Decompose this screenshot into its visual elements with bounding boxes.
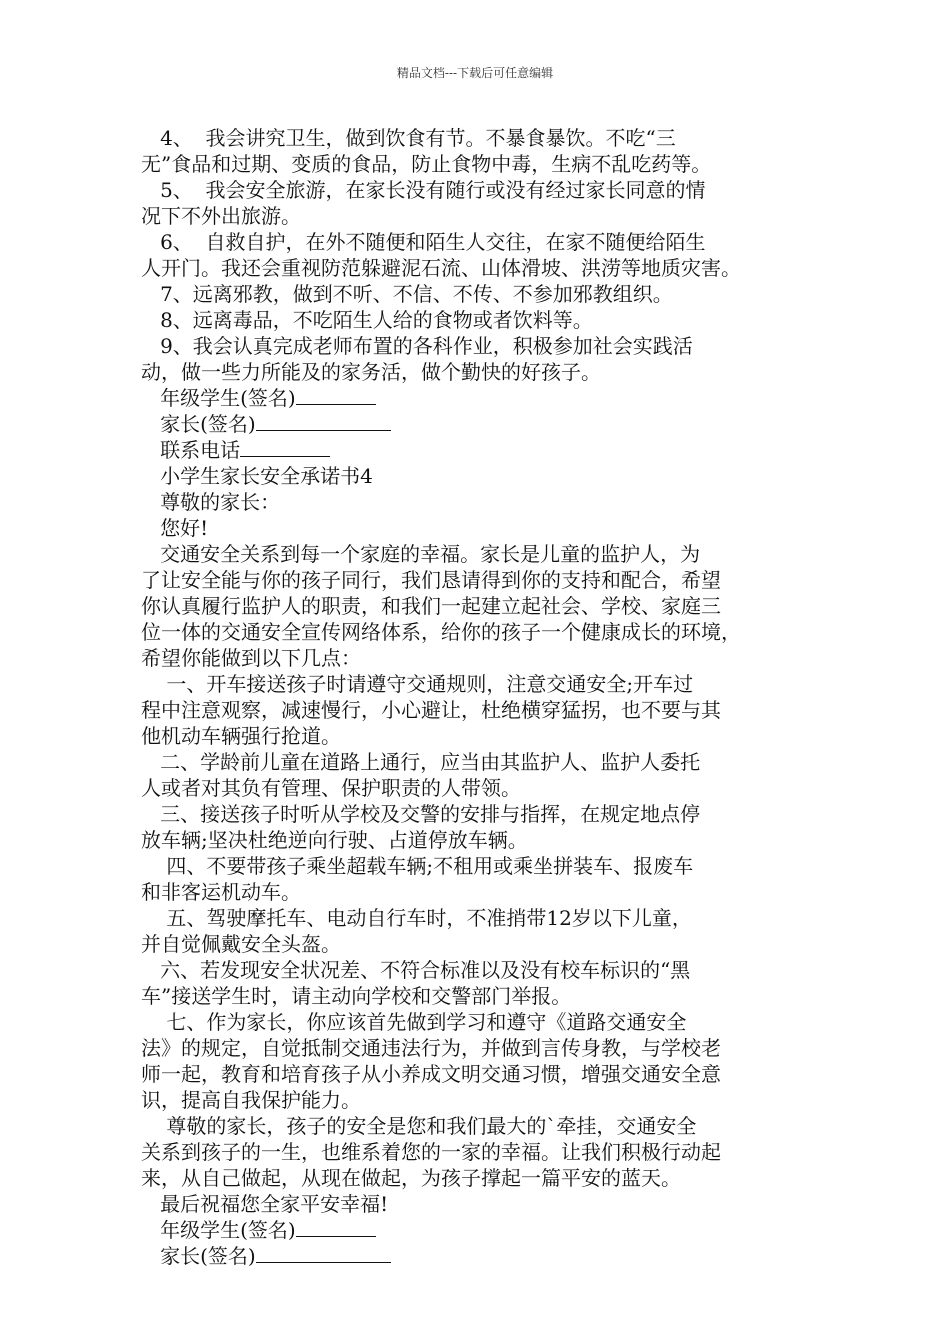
parent-signature-label: 家长(签名) [141,412,256,436]
parent-signature-blank[interactable] [256,1244,391,1263]
text-line: 位一体的交通安全宣传网络体系，给你的孩子一个健康成长的环境， [141,620,741,644]
section-title: 小学生家长安全承诺书4 [141,464,373,488]
text-line: 车”接送学生时，请主动向学校和交警部门举报。 [141,984,572,1008]
text-line: 4、 我会讲究卫生，做到饮食有节。不暴食暴饮。不吃“三 [141,126,676,150]
text-line: 放车辆;坚决杜绝逆向行驶、占道停放车辆。 [141,828,528,852]
text-line: 动，做一些力所能及的家务活，做个勤快的好孩子。 [141,360,601,384]
student-signature-label: 年级学生(签名) [141,1218,296,1242]
text-line: 程中注意观察，减速慢行，小心避让，杜绝横穿猛拐，也不要与其 [141,698,721,722]
text-line: 四、不要带孩子乘坐超载车辆;不租用或乘坐拼装车、报废车 [141,854,694,878]
text-line: 尊敬的家长，孩子的安全是您和我们最大的`牵挂，交通安全 [141,1114,697,1138]
text-line: 七、作为家长，你应该首先做到学习和遵守《道路交通安全 [141,1010,687,1034]
student-signature-line-2 [141,1217,811,1243]
text-line: 和非客运机动车。 [141,880,301,904]
text-line: 师一起，教育和培育孩子从小养成文明交通习惯，增强交通安全意 [141,1062,721,1086]
salutation: 尊敬的家长： [141,490,281,514]
parent-signature-line [141,411,811,437]
text-line: 9、我会认真完成老师布置的各科作业，积极参加社会实践活 [141,334,693,358]
greeting: 您好! [141,516,209,540]
closing-wish: 最后祝福您全家平安幸福! [141,1192,389,1216]
text-line: 法》的规定，自觉抵制交通违法行为，并做到言传身教，与学校老 [141,1036,721,1060]
text-line: 6、 自救自护，在外不随便和陌生人交往，在家不随便给陌生 [141,230,706,254]
text-line: 一、开车接送孩子时请遵守交通规则，注意交通安全;开车过 [141,672,694,696]
text-line: 况下不外出旅游。 [141,204,301,228]
text-line: 5、 我会安全旅游，在家长没有随行或没有经过家长同意的情 [141,178,706,202]
text-line: 三、接送孩子时听从学校及交警的安排与指挥，在规定地点停 [141,802,701,826]
text-line: 希望你能做到以下几点： [141,646,361,670]
parent-signature-line-2 [141,1243,811,1269]
parent-signature-label: 家长(签名) [141,1244,256,1268]
text-line: 人或者对其负有管理、保护职责的人带领。 [141,776,521,800]
text-line: 识，提高自我保护能力。 [141,1088,361,1112]
text-line: 关系到孩子的一生，也维系着您的一家的幸福。让我们积极行动起 [141,1140,721,1164]
text-line: 他机动车辆强行抢道。 [141,724,341,748]
text-line: 无”食品和过期、变质的食品，防止食物中毒，生病不乱吃药等。 [141,152,712,176]
document-body [141,125,811,1269]
text-line: 了让安全能与你的孩子同行，我们恳请得到你的支持和配合，希望 [141,568,721,592]
page-header: 精品文档---下载后可任意编辑 [396,66,554,80]
text-line: 7、远离邪教，做到不听、不信、不传、不参加邪教组织。 [141,282,673,306]
text-line: 二、学龄前儿童在道路上通行，应当由其监护人、监护人委托 [141,750,701,774]
text-line: 五、驾驶摩托车、电动自行车时，不准捎带12岁以下儿童， [141,906,692,930]
student-signature-blank[interactable] [296,1218,376,1237]
phone-blank[interactable] [240,438,330,457]
student-signature-line [141,385,811,411]
text-line: 六、若发现安全状况差、不符合标准以及没有校车标识的“黑 [141,958,691,982]
text-line: 交通安全关系到每一个家庭的幸福。家长是儿童的监护人，为 [141,542,701,566]
student-signature-label: 年级学生(签名) [141,386,296,410]
parent-signature-blank[interactable] [256,412,391,431]
student-signature-blank[interactable] [296,386,376,405]
text-line: 8、远离毒品，不吃陌生人给的食物或者饮料等。 [141,308,593,332]
text-line: 人开门。我还会重视防范躲避泥石流、山体滑坡、洪涝等地质灾害。 [141,256,741,280]
phone-line [141,437,811,463]
text-line: 来，从自己做起，从现在做起，为孩子撑起一篇平安的蓝天。 [141,1166,681,1190]
text-line: 并自觉佩戴安全头盔。 [141,932,341,956]
text-line: 你认真履行监护人的职责，和我们一起建立起社会、学校、家庭三 [141,594,721,618]
phone-label: 联系电话 [141,438,241,462]
